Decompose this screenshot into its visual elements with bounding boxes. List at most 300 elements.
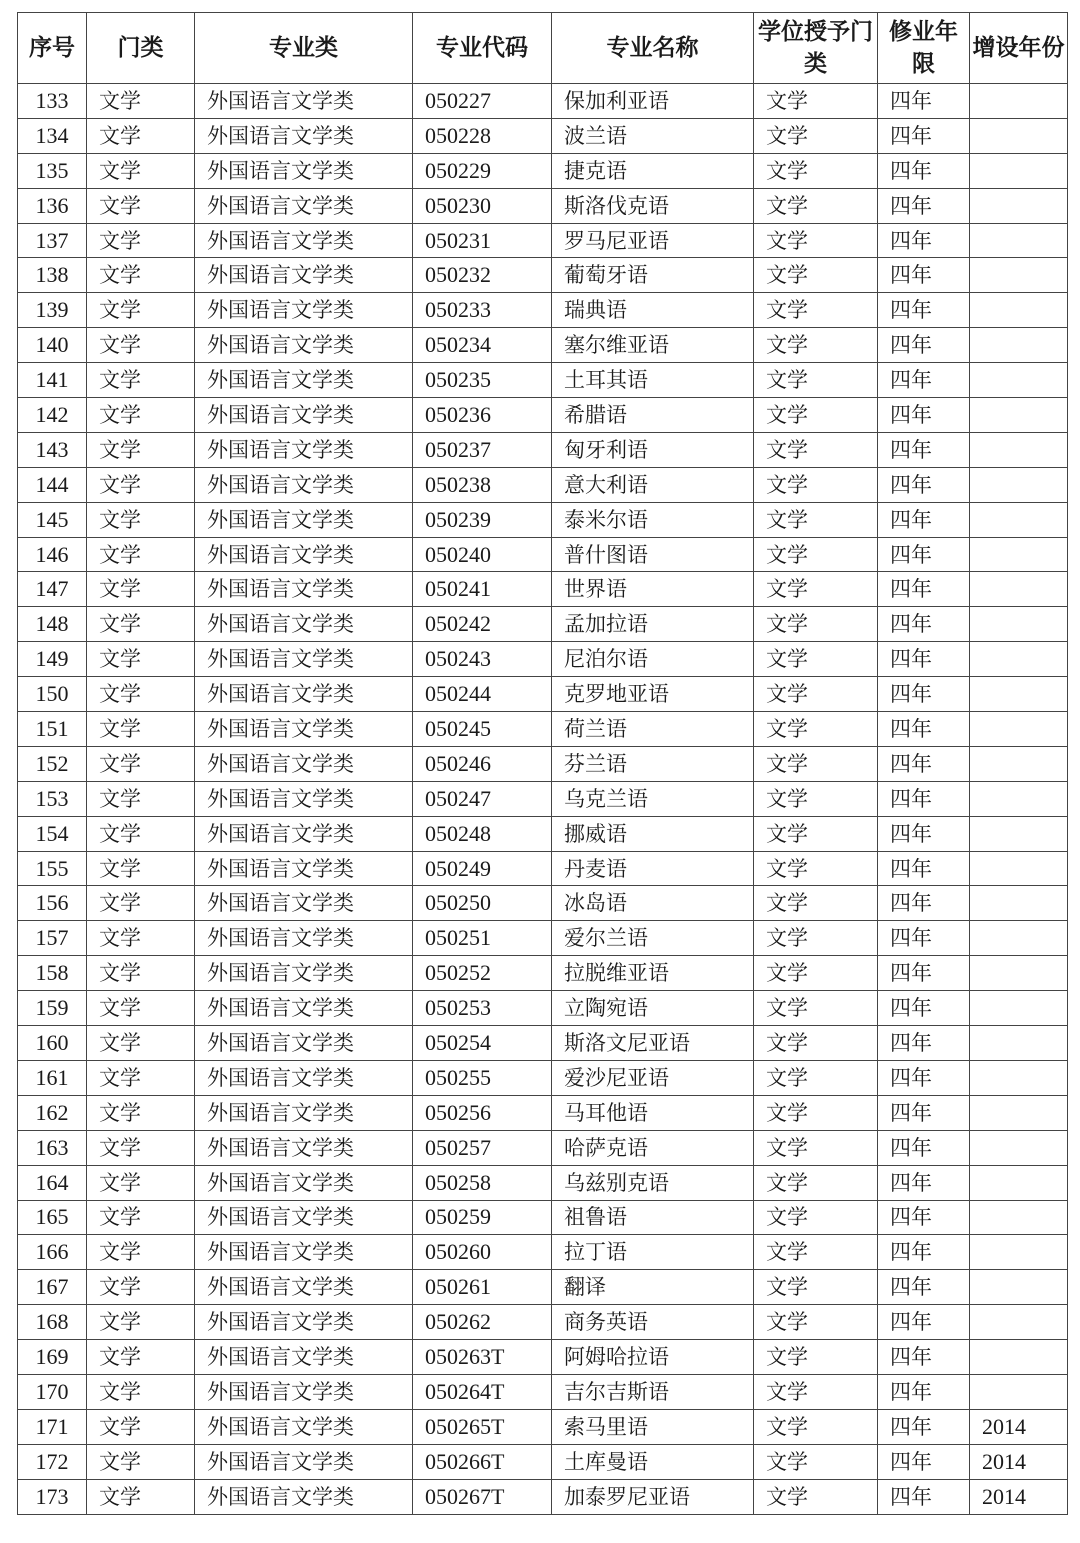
cell-degree: 文学	[754, 363, 878, 398]
cell-no: 156	[18, 886, 87, 921]
cell-added	[970, 1095, 1068, 1130]
cell-years: 四年	[878, 1026, 970, 1061]
cell-category: 文学	[87, 363, 195, 398]
cell-years: 四年	[878, 1130, 970, 1165]
cell-name: 加泰罗尼亚语	[552, 1479, 754, 1514]
cell-no: 150	[18, 677, 87, 712]
cell-class: 外国语言文学类	[195, 1374, 413, 1409]
cell-class: 外国语言文学类	[195, 502, 413, 537]
header-row	[18, 13, 1068, 84]
cell-degree: 文学	[754, 502, 878, 537]
cell-no: 133	[18, 84, 87, 119]
cell-category: 文学	[87, 886, 195, 921]
cell-degree: 文学	[754, 432, 878, 467]
cell-category: 文学	[87, 1200, 195, 1235]
cell-code: 050258	[413, 1165, 552, 1200]
cell-class: 外国语言文学类	[195, 851, 413, 886]
table-row	[18, 1130, 1068, 1165]
cell-class: 外国语言文学类	[195, 1165, 413, 1200]
cell-code: 050227	[413, 84, 552, 119]
cell-years: 四年	[878, 258, 970, 293]
cell-years: 四年	[878, 502, 970, 537]
cell-class: 外国语言文学类	[195, 816, 413, 851]
cell-added	[970, 816, 1068, 851]
cell-years: 四年	[878, 921, 970, 956]
cell-years: 四年	[878, 363, 970, 398]
cell-name: 阿姆哈拉语	[552, 1340, 754, 1375]
cell-no: 136	[18, 188, 87, 223]
cell-category: 文学	[87, 432, 195, 467]
cell-code: 050243	[413, 642, 552, 677]
cell-no: 143	[18, 432, 87, 467]
cell-class: 外国语言文学类	[195, 1340, 413, 1375]
cell-years: 四年	[878, 956, 970, 991]
cell-added	[970, 1200, 1068, 1235]
cell-degree: 文学	[754, 781, 878, 816]
table-row	[18, 991, 1068, 1026]
cell-added	[970, 1165, 1068, 1200]
cell-class: 外国语言文学类	[195, 1444, 413, 1479]
cell-degree: 文学	[754, 572, 878, 607]
cell-added	[970, 153, 1068, 188]
cell-degree: 文学	[754, 607, 878, 642]
cell-added	[970, 467, 1068, 502]
cell-added	[970, 537, 1068, 572]
cell-class: 外国语言文学类	[195, 537, 413, 572]
cell-code: 050229	[413, 153, 552, 188]
table-row	[18, 1200, 1068, 1235]
cell-code: 050252	[413, 956, 552, 991]
cell-code: 050239	[413, 502, 552, 537]
cell-no: 173	[18, 1479, 87, 1514]
cell-added	[970, 1374, 1068, 1409]
cell-added: 2014	[970, 1444, 1068, 1479]
cell-code: 050241	[413, 572, 552, 607]
cell-added	[970, 363, 1068, 398]
cell-name: 斯洛伐克语	[552, 188, 754, 223]
cell-class: 外国语言文学类	[195, 328, 413, 363]
cell-code: 050267T	[413, 1479, 552, 1514]
cell-category: 文学	[87, 398, 195, 433]
cell-name: 罗马尼亚语	[552, 223, 754, 258]
cell-degree: 文学	[754, 991, 878, 1026]
cell-degree: 文学	[754, 921, 878, 956]
cell-class: 外国语言文学类	[195, 118, 413, 153]
cell-category: 文学	[87, 118, 195, 153]
cell-name: 挪威语	[552, 816, 754, 851]
cell-category: 文学	[87, 1409, 195, 1444]
cell-added	[970, 188, 1068, 223]
cell-class: 外国语言文学类	[195, 712, 413, 747]
cell-years: 四年	[878, 851, 970, 886]
cell-class: 外国语言文学类	[195, 1026, 413, 1061]
cell-no: 154	[18, 816, 87, 851]
table-row	[18, 642, 1068, 677]
cell-no: 152	[18, 746, 87, 781]
cell-code: 050256	[413, 1095, 552, 1130]
cell-code: 050262	[413, 1305, 552, 1340]
cell-name: 荷兰语	[552, 712, 754, 747]
cell-added	[970, 991, 1068, 1026]
cell-class: 外国语言文学类	[195, 781, 413, 816]
cell-degree: 文学	[754, 153, 878, 188]
cell-degree: 文学	[754, 886, 878, 921]
cell-degree: 文学	[754, 84, 878, 119]
cell-degree: 文学	[754, 956, 878, 991]
cell-added	[970, 118, 1068, 153]
cell-added	[970, 1270, 1068, 1305]
cell-years: 四年	[878, 1479, 970, 1514]
cell-category: 文学	[87, 607, 195, 642]
cell-degree: 文学	[754, 118, 878, 153]
cell-code: 050257	[413, 1130, 552, 1165]
cell-name: 吉尔吉斯语	[552, 1374, 754, 1409]
cell-no: 149	[18, 642, 87, 677]
cell-no: 148	[18, 607, 87, 642]
table-row	[18, 1095, 1068, 1130]
cell-no: 160	[18, 1026, 87, 1061]
cell-name: 拉丁语	[552, 1235, 754, 1270]
cell-category: 文学	[87, 1444, 195, 1479]
cell-code: 050242	[413, 607, 552, 642]
table-row	[18, 537, 1068, 572]
cell-added	[970, 1026, 1068, 1061]
cell-category: 文学	[87, 572, 195, 607]
cell-name: 翻译	[552, 1270, 754, 1305]
table-row	[18, 432, 1068, 467]
table-row	[18, 1340, 1068, 1375]
table-row	[18, 118, 1068, 153]
cell-category: 文学	[87, 1130, 195, 1165]
cell-class: 外国语言文学类	[195, 1235, 413, 1270]
cell-class: 外国语言文学类	[195, 223, 413, 258]
table-row	[18, 1444, 1068, 1479]
cell-no: 155	[18, 851, 87, 886]
table-row	[18, 328, 1068, 363]
cell-code: 050254	[413, 1026, 552, 1061]
cell-no: 171	[18, 1409, 87, 1444]
cell-added	[970, 398, 1068, 433]
cell-name: 世界语	[552, 572, 754, 607]
cell-name: 索马里语	[552, 1409, 754, 1444]
cell-degree: 文学	[754, 746, 878, 781]
cell-code: 050246	[413, 746, 552, 781]
cell-no: 145	[18, 502, 87, 537]
table-row	[18, 363, 1068, 398]
cell-years: 四年	[878, 712, 970, 747]
cell-class: 外国语言文学类	[195, 1060, 413, 1095]
table-row	[18, 188, 1068, 223]
cell-class: 外国语言文学类	[195, 956, 413, 991]
table-row	[18, 746, 1068, 781]
cell-name: 立陶宛语	[552, 991, 754, 1026]
cell-class: 外国语言文学类	[195, 398, 413, 433]
cell-degree: 文学	[754, 1130, 878, 1165]
cell-name: 芬兰语	[552, 746, 754, 781]
cell-class: 外国语言文学类	[195, 258, 413, 293]
table-row	[18, 467, 1068, 502]
table-row	[18, 1235, 1068, 1270]
cell-added	[970, 677, 1068, 712]
cell-name: 商务英语	[552, 1305, 754, 1340]
cell-no: 153	[18, 781, 87, 816]
cell-no: 170	[18, 1374, 87, 1409]
cell-no: 164	[18, 1165, 87, 1200]
table-row	[18, 921, 1068, 956]
cell-class: 外国语言文学类	[195, 1095, 413, 1130]
cell-class: 外国语言文学类	[195, 1270, 413, 1305]
table-row	[18, 1305, 1068, 1340]
cell-no: 159	[18, 991, 87, 1026]
cell-years: 四年	[878, 816, 970, 851]
cell-no: 166	[18, 1235, 87, 1270]
cell-added	[970, 1305, 1068, 1340]
cell-name: 乌兹别克语	[552, 1165, 754, 1200]
cell-code: 050232	[413, 258, 552, 293]
header-name: 专业名称	[552, 13, 754, 84]
cell-category: 文学	[87, 712, 195, 747]
cell-category: 文学	[87, 781, 195, 816]
cell-years: 四年	[878, 118, 970, 153]
cell-degree: 文学	[754, 816, 878, 851]
cell-category: 文学	[87, 1095, 195, 1130]
cell-years: 四年	[878, 1409, 970, 1444]
cell-code: 050240	[413, 537, 552, 572]
cell-degree: 文学	[754, 537, 878, 572]
table-row	[18, 153, 1068, 188]
cell-years: 四年	[878, 1165, 970, 1200]
cell-no: 141	[18, 363, 87, 398]
cell-degree: 文学	[754, 467, 878, 502]
cell-category: 文学	[87, 956, 195, 991]
cell-name: 爱沙尼亚语	[552, 1060, 754, 1095]
cell-years: 四年	[878, 607, 970, 642]
cell-class: 外国语言文学类	[195, 746, 413, 781]
cell-code: 050230	[413, 188, 552, 223]
cell-no: 140	[18, 328, 87, 363]
cell-added: 2014	[970, 1479, 1068, 1514]
cell-code: 050249	[413, 851, 552, 886]
cell-code: 050231	[413, 223, 552, 258]
table-row	[18, 781, 1068, 816]
cell-category: 文学	[87, 188, 195, 223]
cell-code: 050235	[413, 363, 552, 398]
cell-years: 四年	[878, 223, 970, 258]
cell-category: 文学	[87, 1305, 195, 1340]
cell-category: 文学	[87, 84, 195, 119]
table-row	[18, 258, 1068, 293]
cell-category: 文学	[87, 642, 195, 677]
cell-years: 四年	[878, 84, 970, 119]
cell-category: 文学	[87, 223, 195, 258]
cell-category: 文学	[87, 258, 195, 293]
table-row	[18, 1060, 1068, 1095]
cell-added	[970, 1130, 1068, 1165]
table-row	[18, 886, 1068, 921]
cell-category: 文学	[87, 1479, 195, 1514]
table-row	[18, 956, 1068, 991]
cell-years: 四年	[878, 746, 970, 781]
cell-class: 外国语言文学类	[195, 1305, 413, 1340]
cell-no: 167	[18, 1270, 87, 1305]
header-degree: 学位授予门类	[754, 13, 878, 84]
cell-category: 文学	[87, 746, 195, 781]
cell-name: 土库曼语	[552, 1444, 754, 1479]
table-row	[18, 677, 1068, 712]
cell-degree: 文学	[754, 677, 878, 712]
cell-name: 希腊语	[552, 398, 754, 433]
cell-years: 四年	[878, 886, 970, 921]
table-row	[18, 398, 1068, 433]
cell-name: 乌克兰语	[552, 781, 754, 816]
cell-degree: 文学	[754, 1409, 878, 1444]
cell-years: 四年	[878, 537, 970, 572]
cell-category: 文学	[87, 921, 195, 956]
cell-category: 文学	[87, 328, 195, 363]
cell-code: 050260	[413, 1235, 552, 1270]
table-row	[18, 84, 1068, 119]
cell-class: 外国语言文学类	[195, 607, 413, 642]
cell-years: 四年	[878, 432, 970, 467]
cell-name: 塞尔维亚语	[552, 328, 754, 363]
cell-added	[970, 84, 1068, 119]
cell-years: 四年	[878, 781, 970, 816]
cell-years: 四年	[878, 1444, 970, 1479]
cell-name: 泰米尔语	[552, 502, 754, 537]
cell-no: 147	[18, 572, 87, 607]
cell-no: 139	[18, 293, 87, 328]
cell-degree: 文学	[754, 712, 878, 747]
cell-degree: 文学	[754, 398, 878, 433]
cell-name: 葡萄牙语	[552, 258, 754, 293]
cell-added	[970, 258, 1068, 293]
cell-no: 137	[18, 223, 87, 258]
cell-degree: 文学	[754, 1374, 878, 1409]
cell-years: 四年	[878, 153, 970, 188]
cell-class: 外国语言文学类	[195, 432, 413, 467]
cell-years: 四年	[878, 1305, 970, 1340]
cell-years: 四年	[878, 1340, 970, 1375]
cell-name: 孟加拉语	[552, 607, 754, 642]
cell-degree: 文学	[754, 1270, 878, 1305]
header-added: 增设年份	[970, 13, 1068, 84]
cell-category: 文学	[87, 1235, 195, 1270]
cell-name: 波兰语	[552, 118, 754, 153]
cell-degree: 文学	[754, 223, 878, 258]
cell-code: 050245	[413, 712, 552, 747]
header-class: 专业类	[195, 13, 413, 84]
cell-name: 意大利语	[552, 467, 754, 502]
table-row	[18, 1409, 1068, 1444]
cell-name: 哈萨克语	[552, 1130, 754, 1165]
cell-name: 斯洛文尼亚语	[552, 1026, 754, 1061]
cell-years: 四年	[878, 642, 970, 677]
cell-class: 外国语言文学类	[195, 886, 413, 921]
cell-code: 050238	[413, 467, 552, 502]
cell-code: 050259	[413, 1200, 552, 1235]
cell-added	[970, 223, 1068, 258]
cell-class: 外国语言文学类	[195, 991, 413, 1026]
header-no: 序号	[18, 13, 87, 84]
cell-degree: 文学	[754, 1165, 878, 1200]
cell-added	[970, 328, 1068, 363]
cell-class: 外国语言文学类	[195, 363, 413, 398]
cell-degree: 文学	[754, 1479, 878, 1514]
cell-name: 克罗地亚语	[552, 677, 754, 712]
cell-category: 文学	[87, 816, 195, 851]
table-row	[18, 293, 1068, 328]
cell-code: 050233	[413, 293, 552, 328]
cell-degree: 文学	[754, 1444, 878, 1479]
header-years: 修业年限	[878, 13, 970, 84]
cell-name: 祖鲁语	[552, 1200, 754, 1235]
majors-table	[17, 12, 1068, 1515]
cell-no: 146	[18, 537, 87, 572]
cell-years: 四年	[878, 1060, 970, 1095]
cell-added	[970, 921, 1068, 956]
cell-added	[970, 642, 1068, 677]
cell-code: 050261	[413, 1270, 552, 1305]
cell-name: 马耳他语	[552, 1095, 754, 1130]
cell-no: 168	[18, 1305, 87, 1340]
cell-name: 尼泊尔语	[552, 642, 754, 677]
cell-code: 050253	[413, 991, 552, 1026]
cell-degree: 文学	[754, 1235, 878, 1270]
cell-added	[970, 1060, 1068, 1095]
table-body	[18, 84, 1068, 1515]
cell-years: 四年	[878, 1200, 970, 1235]
cell-degree: 文学	[754, 188, 878, 223]
table-row	[18, 1374, 1068, 1409]
cell-no: 161	[18, 1060, 87, 1095]
cell-code: 050244	[413, 677, 552, 712]
cell-degree: 文学	[754, 258, 878, 293]
cell-name: 爱尔兰语	[552, 921, 754, 956]
cell-category: 文学	[87, 502, 195, 537]
cell-code: 050265T	[413, 1409, 552, 1444]
cell-class: 外国语言文学类	[195, 677, 413, 712]
cell-class: 外国语言文学类	[195, 921, 413, 956]
cell-added	[970, 607, 1068, 642]
cell-category: 文学	[87, 293, 195, 328]
cell-category: 文学	[87, 1340, 195, 1375]
cell-class: 外国语言文学类	[195, 1200, 413, 1235]
cell-added	[970, 746, 1068, 781]
cell-no: 158	[18, 956, 87, 991]
cell-years: 四年	[878, 1235, 970, 1270]
cell-added	[970, 851, 1068, 886]
cell-class: 外国语言文学类	[195, 153, 413, 188]
cell-added	[970, 432, 1068, 467]
cell-degree: 文学	[754, 1060, 878, 1095]
table-row	[18, 223, 1068, 258]
table-row	[18, 816, 1068, 851]
cell-class: 外国语言文学类	[195, 84, 413, 119]
cell-name: 拉脱维亚语	[552, 956, 754, 991]
cell-category: 文学	[87, 991, 195, 1026]
cell-class: 外国语言文学类	[195, 572, 413, 607]
cell-degree: 文学	[754, 851, 878, 886]
cell-years: 四年	[878, 188, 970, 223]
cell-no: 138	[18, 258, 87, 293]
cell-years: 四年	[878, 398, 970, 433]
cell-added	[970, 1340, 1068, 1375]
cell-added	[970, 502, 1068, 537]
header-category: 门类	[87, 13, 195, 84]
cell-category: 文学	[87, 1374, 195, 1409]
cell-class: 外国语言文学类	[195, 1130, 413, 1165]
cell-code: 050266T	[413, 1444, 552, 1479]
